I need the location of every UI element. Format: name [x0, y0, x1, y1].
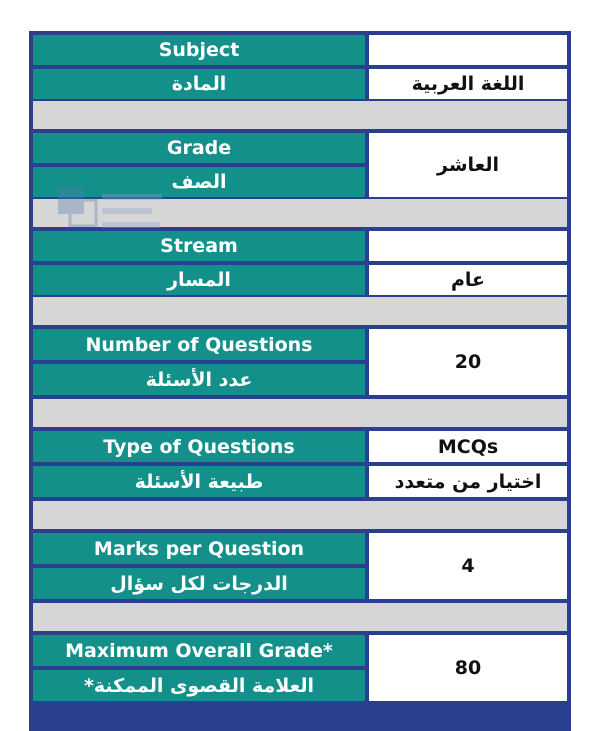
row-type-of-questions [33, 431, 567, 497]
subject-label-ar: المادة [33, 69, 365, 99]
row-maximum-grade [33, 635, 567, 705]
marks-value: 4 [369, 533, 567, 599]
questions-type-value-ar: اختيار من متعدد [369, 466, 567, 497]
separator [33, 297, 567, 325]
questions-type-label-ar: طبيعة الأسئلة [33, 466, 365, 497]
max-grade-label-en: Maximum Overall Grade* [33, 635, 365, 666]
max-grade-value: 80 [369, 635, 567, 701]
questions-count-label-ar: عدد الأسئلة [33, 364, 365, 395]
grade-label-en: Grade [33, 133, 365, 163]
max-grade-label-ar: العلامة القصوى الممكنة* [33, 670, 365, 701]
grade-value: العاشر [369, 133, 567, 197]
subject-value-top [369, 35, 567, 65]
separator [33, 399, 567, 427]
questions-type-label-en: Type of Questions [33, 431, 365, 462]
separator [33, 501, 567, 529]
questions-type-value-en: MCQs [369, 431, 567, 462]
marks-label-en: Marks per Question [33, 533, 365, 564]
separator [33, 603, 567, 631]
grade-label-ar: الصف [33, 167, 365, 197]
exam-spec-table [29, 31, 571, 731]
stream-label-en: Stream [33, 231, 365, 261]
stream-value-top [369, 231, 567, 261]
row-stream [33, 231, 567, 295]
subject-value: اللغة العربية [369, 69, 567, 99]
separator [33, 199, 567, 227]
row-marks-per-question [33, 533, 567, 599]
separator [33, 101, 567, 129]
marks-label-ar: الدرجات لكل سؤال [33, 568, 365, 599]
row-number-of-questions [33, 329, 567, 395]
subject-label-en: Subject [33, 35, 365, 65]
stream-label-ar: المسار [33, 265, 365, 295]
questions-count-label-en: Number of Questions [33, 329, 365, 360]
questions-count-value: 20 [369, 329, 567, 395]
stream-value: عام [369, 265, 567, 295]
row-subject [33, 35, 567, 99]
row-grade [33, 133, 567, 197]
